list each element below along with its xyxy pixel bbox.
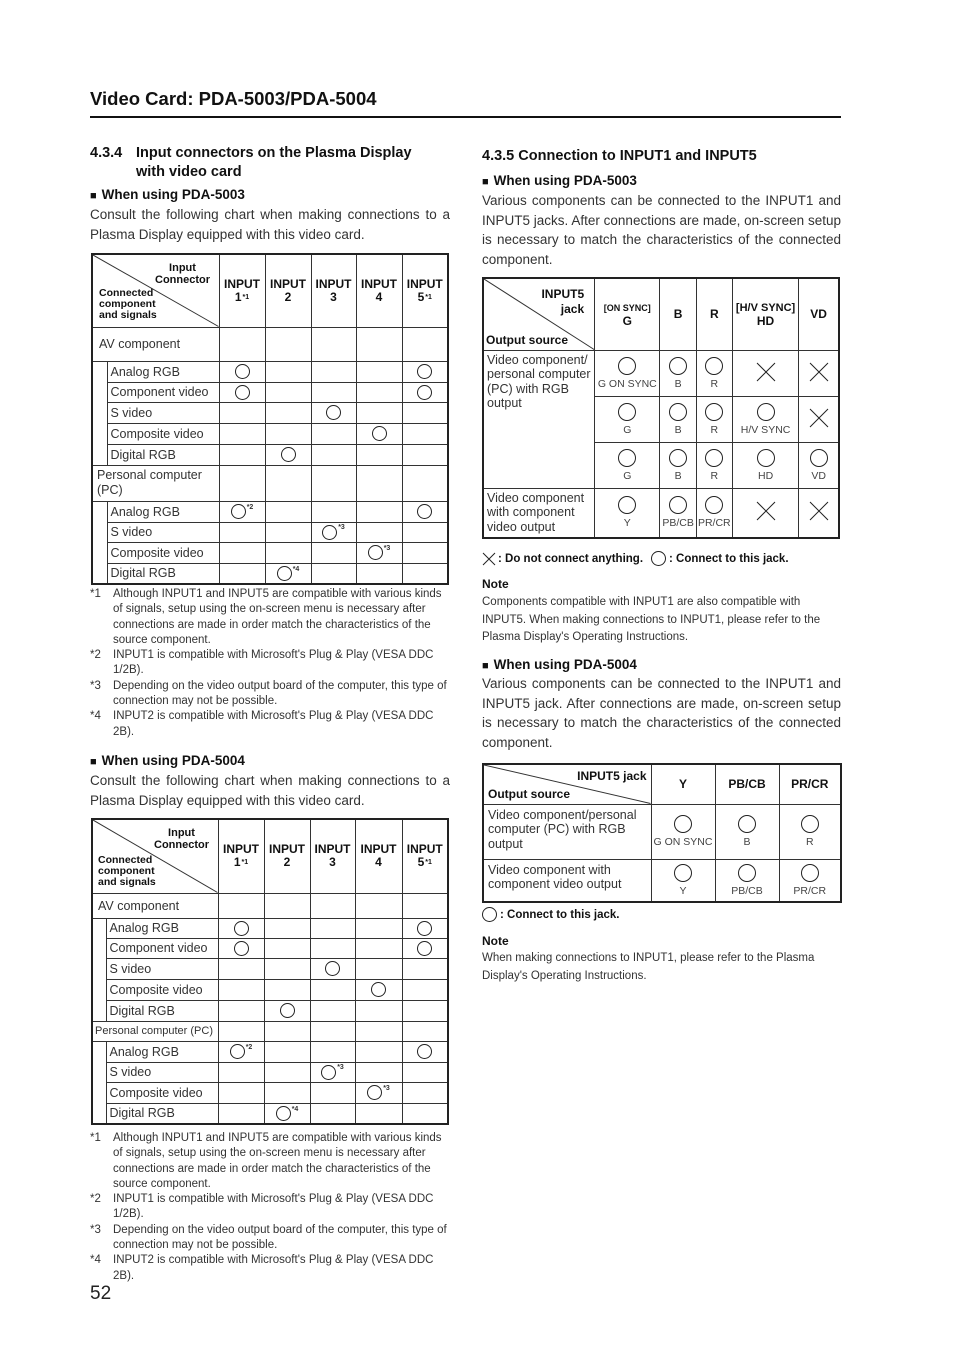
row-label: Component video: [107, 382, 219, 402]
heading-line1: Input connectors on the Plasma Display: [136, 145, 412, 161]
footnotes-pda5003: *1 Although INPUT1 and INPUT5 are compatible with various kinds of signals, setup using the on-screen menu is necessary after connections are made in order match the characteristics of the source component. *2 INPUT1 is compatible with Microsoft's Plug & Play (VESA DDC 1/2B). *3 Depending on the video output board of the computer, this type of connection may not be possible. *4 INPUT2 is compatible with Microsoft's Plug & Play (VESA DDC 2B).: [90, 588, 447, 738]
col-pb: PB/CB: [715, 764, 779, 804]
intro-pda5003-right: Various components can be connected to the INPUT1 and INPUT5 jacks. After connections are made, on-screen setup is necessary to match the characteristics of the connected component.: [482, 193, 841, 267]
corner-bottom-label: Output source: [488, 786, 571, 801]
page-title: Video Card: PDA-5003/PDA-5004: [90, 88, 377, 109]
connect-mark: [669, 357, 687, 375]
subhead-pda5003-right: ■ When using PDA-5003: [482, 173, 637, 188]
connect-mark: [417, 504, 432, 519]
row-label: S video: [107, 522, 219, 542]
connect-mark: [801, 864, 819, 882]
connect-mark: [326, 405, 341, 420]
corner-bottom-label: Connected component and signals: [98, 853, 156, 888]
col-g: [ON SYNC] G: [595, 278, 660, 350]
row-label-component: Video component with component video output: [483, 488, 595, 538]
connector-table-pda5003: Input Connector Connected component and signals INPUT 1$^{*1}$ INPUT 2 INPUT 3 INPUT 4 INPUT 5$^{*1}$ AV component Analog RGB Component video S video Composite video Digital RGB Personal computer (PC) Analog RGB $^{*2}$ S video $^{*3}$ Composite video $^{*3}$ Digital RGB $^{*4}$: [91, 253, 449, 585]
col-hd: [H/V SYNC] HD: [732, 278, 798, 350]
section-heading-435: 4.3.5 Connection to INPUT1 and INPUT5: [482, 148, 757, 164]
connect-mark: [372, 426, 387, 441]
col-y: Y: [651, 764, 715, 804]
row-label: Analog RGB: [106, 918, 218, 938]
connect-mark: [234, 921, 249, 936]
connect-mark: [810, 449, 828, 467]
table-corner: [92, 819, 218, 893]
note-text: Components compatible with INPUT1 are also compatible with INPUT5. When making connections to INPUT1, please refer to the Plasma Display's Operating Instructions.: [482, 596, 821, 643]
col-input5: INPUT 5$^{*1}$: [402, 254, 448, 327]
connect-mark: [738, 864, 756, 882]
row-label: Composite video: [107, 542, 219, 563]
connect-mark: [757, 449, 775, 467]
corner-top-label: INPUT5 jack: [541, 287, 585, 316]
row-label: S video: [106, 958, 218, 979]
connect-mark: [705, 357, 723, 375]
col-r: R: [696, 278, 732, 350]
connect-mark: [417, 385, 432, 400]
col-input2: INPUT 2: [264, 819, 310, 893]
col-input5: INPUT 5$^{*1}$: [402, 819, 448, 893]
connect-mark: [705, 403, 723, 421]
connect-mark: [368, 545, 383, 560]
subhead-pda5003-left: ■ When using PDA-5003: [90, 187, 245, 202]
table-corner: [483, 278, 595, 350]
connect-mark: [235, 364, 250, 379]
row-label: Digital RGB: [107, 563, 219, 584]
connect-mark: [234, 941, 249, 956]
col-pr: PR/CR: [779, 764, 841, 804]
connect-mark: [371, 982, 386, 997]
legend-pda5003: : Do not connect anything. : Connect to this jack.: [482, 551, 789, 566]
group-av: AV component: [92, 893, 218, 918]
input5-table-pda5004: INPUT5 jack Output source Y PB/CB PR/CR Video component/personal computer (PC) with RGB output G ON SYNC B R Video component with component video output Y PB/CB PR/CR: [482, 763, 842, 903]
subhead-pda5004-right: ■ When using PDA-5004: [482, 657, 637, 672]
group-pc: Personal computer (PC): [92, 1021, 218, 1041]
no-connect-mark: [755, 361, 777, 383]
footnotes-pda5004: *1 Although INPUT1 and INPUT5 are compatible with various kinds of signals, setup using the on-screen menu is necessary after connections are made in order match the characteristics of the source component. *2 INPUT1 is compatible with Microsoft's Plug & Play (VESA DDC 1/2B). *3 Depending on the video output board of the computer, this type of connection may not be possible. *4 INPUT2 is compatible with Microsoft's Plug & Play (VESA DDC 2B).: [90, 1132, 447, 1282]
corner-top-label: INPUT5 jack: [577, 769, 647, 783]
row-label: Analog RGB: [107, 361, 219, 382]
connect-mark: [321, 1065, 336, 1080]
connector-table-pda5004: Input Connector Connected component and signals INPUT 1$^{*1}$ INPUT 2 INPUT 3 INPUT 4 INPUT 5$^{*1}$ AV component Analog RGB Component video S video Composite video Digital RGB Personal computer (PC) Analog RGB $^{*2}$ S video $^{*3}$ Composite video $^{*3}$ Digital RGB $^{*4}$: [91, 818, 449, 1125]
col-input3: INPUT 3: [311, 254, 356, 327]
note-heading: Note: [482, 577, 509, 591]
connect-mark: [417, 921, 432, 936]
col-b: B: [660, 278, 696, 350]
row-label: Composite video: [106, 1082, 218, 1103]
connect-mark: [669, 496, 687, 514]
subhead-pda5004-left: ■ When using PDA-5004: [90, 753, 245, 768]
no-connect-mark: [808, 361, 830, 383]
intro-pda5003-left: Consult the following chart when making connections to a Plasma Display equipped with this video card.: [90, 207, 450, 242]
connect-mark: [618, 449, 636, 467]
connect-mark: [618, 403, 636, 421]
connect-mark: [669, 403, 687, 421]
row-label: Component video: [106, 938, 218, 958]
row-label: Analog RGB: [107, 501, 219, 522]
row-label: Composite video: [107, 423, 219, 444]
col-input1: INPUT 1$^{*1}$: [218, 819, 264, 893]
connect-mark: [618, 357, 636, 375]
connect-mark: [705, 496, 723, 514]
table-corner: [92, 254, 219, 327]
heading-line2: with video card: [136, 164, 242, 180]
col-input4: INPUT 4: [355, 819, 402, 893]
connect-mark: [280, 1003, 295, 1018]
row-label-component: Video component with component video output: [483, 859, 651, 902]
connect-mark: [417, 364, 432, 379]
row-label: Analog RGB: [106, 1041, 218, 1062]
no-connect-mark: [808, 407, 830, 429]
col-vd: VD: [799, 278, 839, 350]
cross-icon: [482, 552, 496, 566]
circle-icon: [482, 907, 497, 922]
no-connect-mark: [808, 500, 830, 522]
connect-mark: [277, 566, 292, 581]
col-input2: INPUT 2: [265, 254, 311, 327]
connect-mark: [230, 1044, 245, 1059]
row-label: S video: [107, 402, 219, 423]
note-heading: Note: [482, 934, 509, 948]
section-heading-434: [90, 144, 450, 182]
page-number: 52: [90, 1283, 112, 1304]
circle-icon: [651, 551, 666, 566]
row-label-rgb: Video component/personal computer (PC) with RGB output: [483, 804, 651, 859]
connect-mark: [231, 504, 246, 519]
connect-mark: [276, 1106, 291, 1121]
corner-bottom-label: Output source: [486, 332, 569, 347]
row-label: Composite video: [106, 979, 218, 1000]
note-text: When making connections to INPUT1, please refer to the Plasma Display's Operating Instructions.: [482, 952, 815, 982]
group-pc: Personal computer (PC): [92, 465, 219, 501]
connect-mark: [322, 525, 337, 540]
connect-mark: [801, 815, 819, 833]
connect-mark: [367, 1085, 382, 1100]
table-corner: [483, 764, 651, 804]
group-av: AV component: [92, 327, 219, 361]
connect-mark: [674, 864, 692, 882]
col-input4: INPUT 4: [356, 254, 402, 327]
col-input3: INPUT 3: [310, 819, 355, 893]
connect-mark: [618, 496, 636, 514]
row-label: Digital RGB: [107, 444, 219, 465]
title-rule: [90, 116, 841, 118]
connect-mark: [281, 447, 296, 462]
connect-mark: [325, 961, 340, 976]
corner-top-label: Input Connector: [155, 262, 210, 286]
connect-mark: [417, 941, 432, 956]
corner-top-label: Input Connector: [154, 827, 209, 851]
legend-pda5004: : Connect to this jack.: [482, 907, 620, 922]
row-label: S video: [106, 1062, 218, 1082]
corner-bottom-label: Connected component and signals: [99, 286, 157, 321]
heading-number: 4.3.4: [90, 145, 123, 161]
connect-mark: [738, 815, 756, 833]
connect-mark: [669, 449, 687, 467]
connect-mark: [674, 815, 692, 833]
intro-pda5004-right: Various components can be connected to the INPUT1 and INPUT5 jack. After connections are made, on-screen setup is necessary to match the characteristics of the connected component.: [482, 676, 841, 750]
connect-mark: [235, 385, 250, 400]
row-label-rgb: Video component/ personal computer (PC) with RGB output: [483, 350, 595, 488]
col-input1: INPUT 1$^{*1}$: [219, 254, 265, 327]
connect-mark: [757, 403, 775, 421]
connect-mark: [705, 449, 723, 467]
row-label: Digital RGB: [106, 1000, 218, 1021]
intro-pda5004-left: Consult the following chart when making connections to a Plasma Display equipped with this video card.: [90, 773, 450, 808]
connect-mark: [417, 1044, 432, 1059]
no-connect-mark: [755, 500, 777, 522]
row-label: Digital RGB: [106, 1103, 218, 1124]
input5-table-pda5003: INPUT5 jack Output source [ON SYNC] G B R [H/V SYNC] HD VD Video component/ personal computer (PC) with RGB output G ON SYNC B R G B R H/V SYNC G B R HD VD Video component with component video output Y PB/CB PR/CR: [482, 277, 840, 539]
